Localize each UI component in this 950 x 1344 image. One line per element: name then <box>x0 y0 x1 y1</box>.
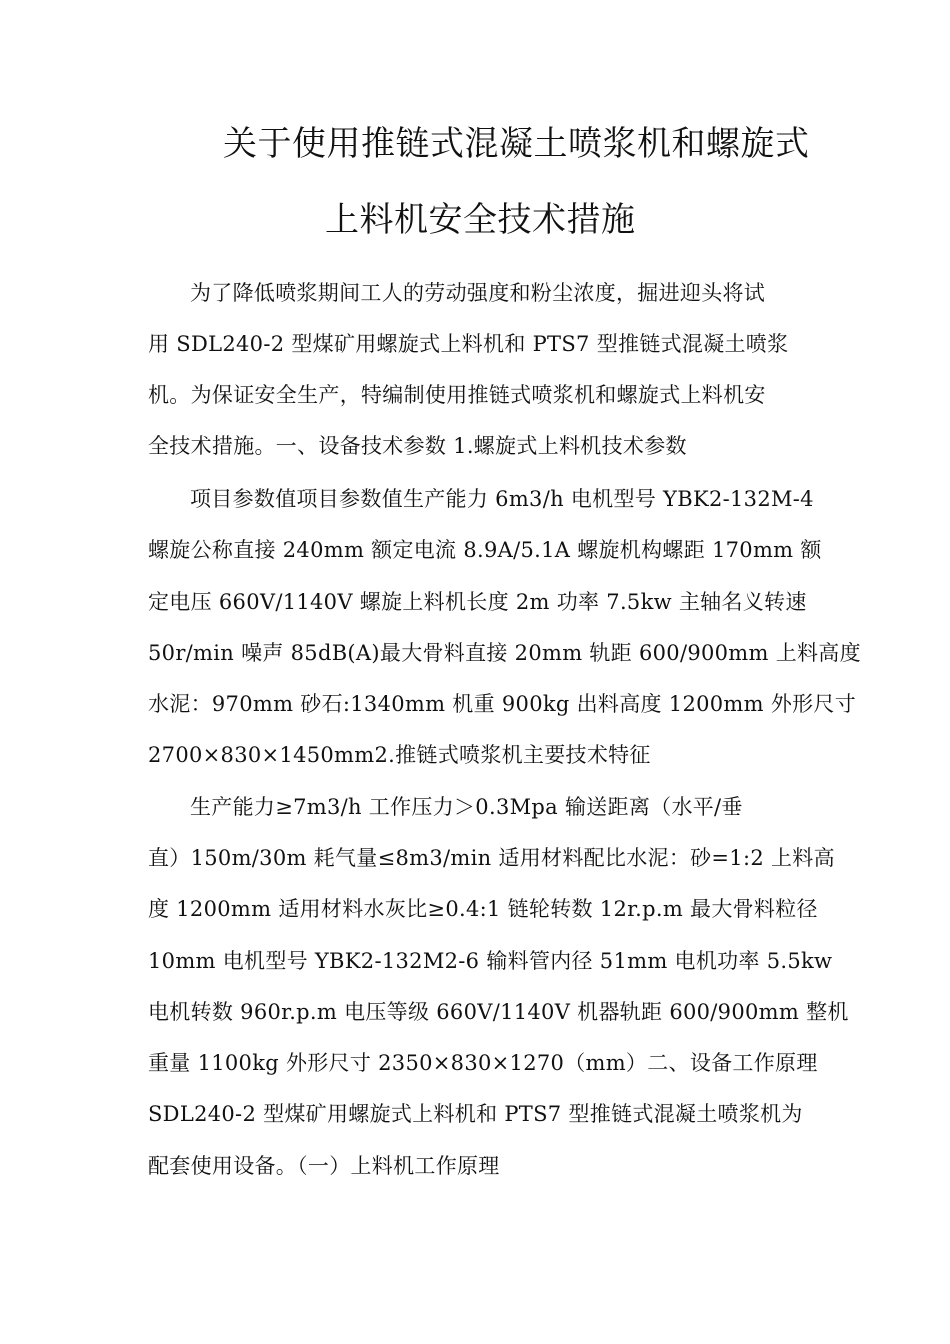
paragraph-line: 50r/min 噪声 85dB(A)最大骨料直接 20mm 轨距 600/900mm 上料高度 <box>148 641 861 665</box>
paragraph-line: 螺旋公称直接 240mm 额定电流 8.9A/5.1A 螺旋机构螺距 170mm 额 <box>148 538 822 562</box>
document-title-line-2: 上料机安全技术措施 <box>325 200 636 240</box>
paragraph-line: 为了降低喷浆期间工人的劳动强度和粉尘浓度，掘进迎头将试 <box>190 281 766 305</box>
paragraph-line: 生产能力≥7m3/h 工作压力＞0.3Mpa 输送距离（水平/垂 <box>190 795 743 819</box>
paragraph-line: 机。为保证安全生产，特编制使用推链式喷浆机和螺旋式上料机安 <box>148 383 766 407</box>
paragraph-line: 度 1200mm 适用材料水灰比≥0.4:1 链轮转数 12r.p.m 最大骨料粒径 <box>148 897 818 921</box>
paragraph-line: 重量 1100kg 外形尺寸 2350×830×1270（mm）二、设备工作原理 <box>148 1051 818 1075</box>
paragraph-line: 用 SDL240-2 型煤矿用螺旋式上料机和 PTS7 型推链式混凝土喷浆 <box>148 332 789 356</box>
paragraph-line: 10mm 电机型号 YBK2-132M2-6 输料管内径 51mm 电机功率 5.5kw <box>148 949 833 973</box>
paragraph-line: 水泥：970mm 砂石:1340mm 机重 900kg 出料高度 1200mm 外形尺寸 <box>148 692 857 716</box>
document-title-line-1: 关于使用推链式混凝土喷浆机和螺旋式 <box>223 124 810 164</box>
paragraph-line: 2700×830×1450mm2.推链式喷浆机主要技术特征 <box>148 743 651 767</box>
paragraph-line: 定电压 660V/1140V 螺旋上料机长度 2m 功率 7.5kw 主轴名义转速 <box>148 590 807 614</box>
paragraph-line: 配套使用设备。（一）上料机工作原理 <box>148 1154 500 1178</box>
paragraph-line: 全技术措施。一、设备技术参数 1.螺旋式上料机技术参数 <box>148 434 687 458</box>
paragraph-line: 直）150m/30m 耗气量≤8m3/min 适用材料配比水泥：砂=1:2 上料高 <box>148 846 835 870</box>
paragraph-line: 电机转数 960r.p.m 电压等级 660V/1140V 机器轨距 600/900mm 整机 <box>148 1000 849 1024</box>
paragraph-line: SDL240-2 型煤矿用螺旋式上料机和 PTS7 型推链式混凝土喷浆机为 <box>148 1102 803 1126</box>
paragraph-line: 项目参数值项目参数值生产能力 6m3/h 电机型号 YBK2-132M-4 <box>190 487 814 511</box>
